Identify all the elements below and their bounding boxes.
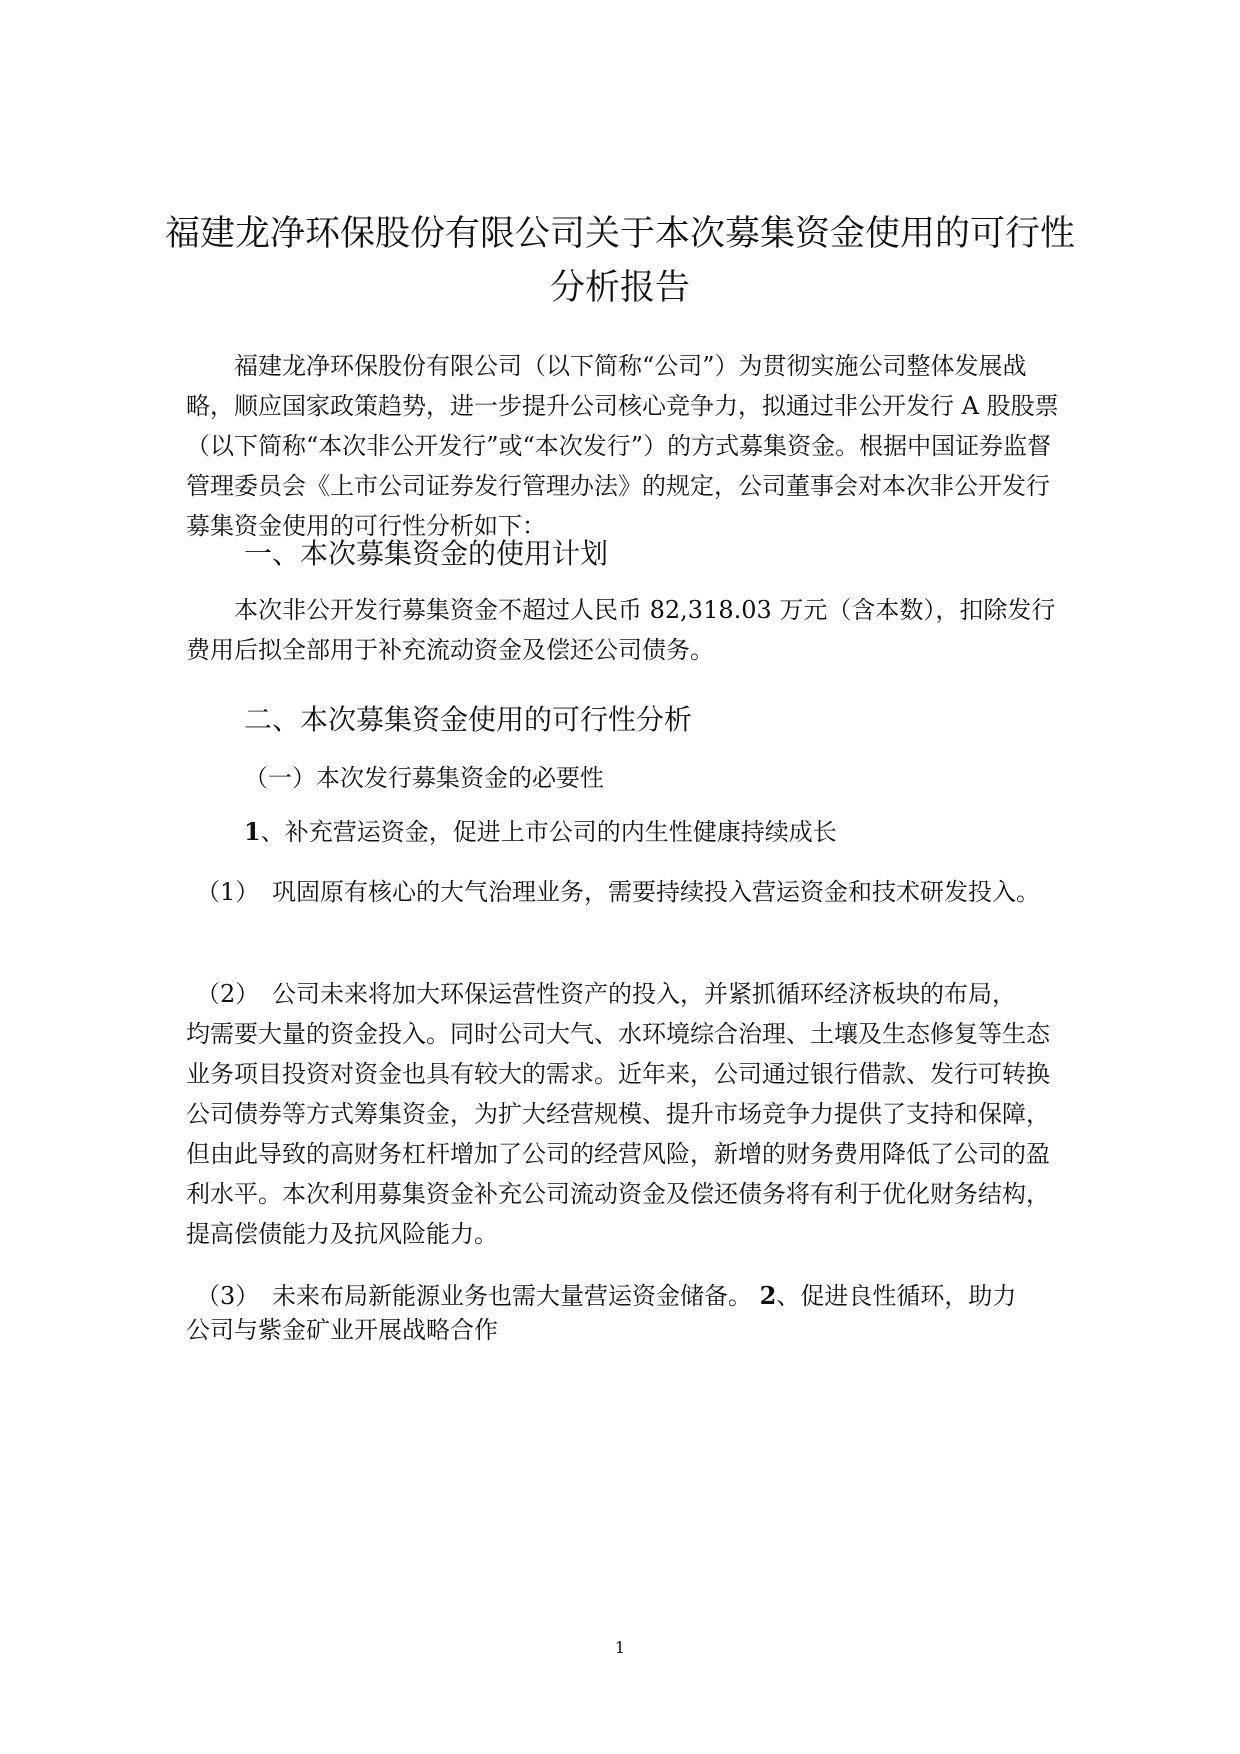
list-item-2-number: （2） xyxy=(196,980,260,1008)
point-1-text: 、补充营运资金，促进上市公司的内生性健康持续成长 xyxy=(260,818,837,846)
point-2-number: 2 xyxy=(759,1281,777,1310)
document-title: 福建龙净环保股份有限公司关于本次募集资金使用的可行性分析报告 xyxy=(164,214,1075,308)
point-2-continuation: 公司与紫金矿业开展战略合作 xyxy=(186,1316,498,1344)
list-item-2-continuation: 均需要大量的资金投入。同时公司大气、水环境综合治理、土壤及生态修复等生态业务项目投资对资金也具有较大的需求。近年来，公司通过银行借款、发行可转换公司债券等方式筹集资金，为扩大经营规模、提升市场竞争力提供了支持和保障，但由此导致的高财务杠杆增加了公司的经营风险，新增的财务费用降低了公司的盈利水平。本次利用募集资金补充公司流动资金及偿还债务将有利于优化财务结构，提高偿债能力及抗风险能力。 xyxy=(186,1020,1050,1248)
section-1-body: 本次非公开发行募集资金不超过人民币 82,318.03 万元（含本数），扣除发行费用后拟全部用于补充流动资金及偿还公司债务。 xyxy=(186,596,1056,664)
subsection-necessity-heading: （一）本次发行募集资金的必要性 xyxy=(244,764,604,792)
list-item-1-text: 巩固原有核心的大气治理业务，需要持续投入营运资金和技术研发投入。 xyxy=(272,878,1040,906)
section-1-heading: 一、本次募集资金的使用计划 xyxy=(244,537,609,570)
list-item-3-text: 未来布局新能源业务也需大量营运资金储备。 xyxy=(272,1282,752,1310)
list-item-3-number: （3） xyxy=(196,1282,260,1310)
list-item-2 xyxy=(196,974,1066,1014)
list-item-1-number: （1） xyxy=(196,878,260,906)
page-number: 1 xyxy=(614,1638,626,1657)
point-1-heading xyxy=(244,812,837,852)
section-2-heading: 二、本次募集资金使用的可行性分析 xyxy=(244,703,693,736)
point-1-number: 1 xyxy=(244,817,261,846)
point-2-text: 、促进良性循环，助力 xyxy=(776,1282,1017,1310)
intro-paragraph: 福建龙净环保股份有限公司（以下简称“公司”）为贯彻实施公司整体发展战略，顺应国家政策趋势，进一步提升公司核心竞争力，拟通过非公开发行 A 股股票（以下简称“本次非公开发行”或“本次发行”）的方式募集资金。根据中国证券监督管理委员会《上市公司证券发行管理办法》的规定，公司董事会对本次非公开发行募集资金使用的可行性分析如下： xyxy=(186,352,1059,540)
list-item-2-first-line: 公司未来将加大环保运营性资产的投入，并紧抓循环经济板块的布局， xyxy=(272,980,1016,1008)
list-item-1 xyxy=(196,872,1066,912)
